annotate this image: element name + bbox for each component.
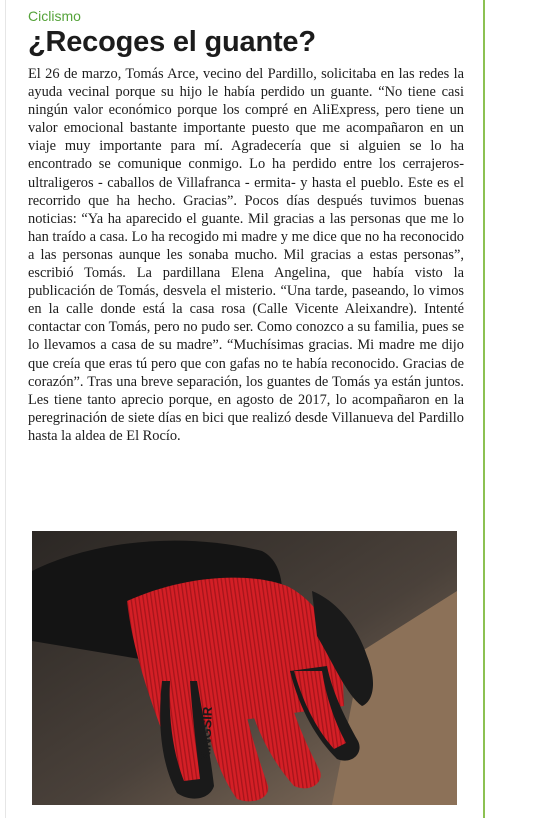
article-title: ¿Recoges el guante? xyxy=(28,26,316,58)
glove-brand-print: KINGSIR xyxy=(198,706,215,762)
article xyxy=(28,8,464,445)
article-body: El 26 de marzo, Tomás Arce, vecino del Pardillo, solicitaba en las redes la ayuda vecinal porque su hijo le había perdido un guante. “No tiene casi ningún valor económico porque los compré en AliExpress, pero tiene un valor emocional bastante importante puesto que me acompañaron en un viaje muy importante para mí. Agradecería que si alguien se lo ha encontrado se comunique conmigo. Lo ha perdido entre los cerrajeros- ultraligeros - caballos de Villafranca - ermita- y hasta el pueblo. Este es el recorrido que ha hecho. Gracias”. Pocos días después tuvimos buenas noticias: “Ya ha aparecido el guante. Mil gracias a las personas que me lo han traído a casa. Lo ha recogido mi madre y me dice que no ha reconocido a las personas aunque les sonaba mucho. Mil gracias a estas personas”, escribió Tomás. La pardillana Elena Angelina, que había visto la publicación de Tomás, desvela el misterio. “Una tarde, paseando, lo vimos en la calle donde está la casa rosa (Calle Vicente Aleixandre). Intenté contactar con Tomás, pero no pudo ser. Como conozco a su familia, pues se lo llevamos a casa de su madre”. “Muchísimas gracias. Mi madre me dijo que creía que eras tú pero que con gafas no te había reconocido. Gracias de corazón”. Tras una breve separación, los guantes de Tomás ya están juntos. Les tiene tanto aprecio porque, en agosto de 2017, lo acompañaron en la peregrinación de siete días en bici que realizó desde Villanueva del Pardillo hasta la aldea de El Rocío. xyxy=(28,66,464,444)
glove-illustration xyxy=(32,531,457,805)
section-label: Ciclismo xyxy=(28,8,81,24)
column-divider xyxy=(483,0,485,818)
page-edge-rule xyxy=(5,0,6,818)
glove-photo xyxy=(32,531,457,805)
